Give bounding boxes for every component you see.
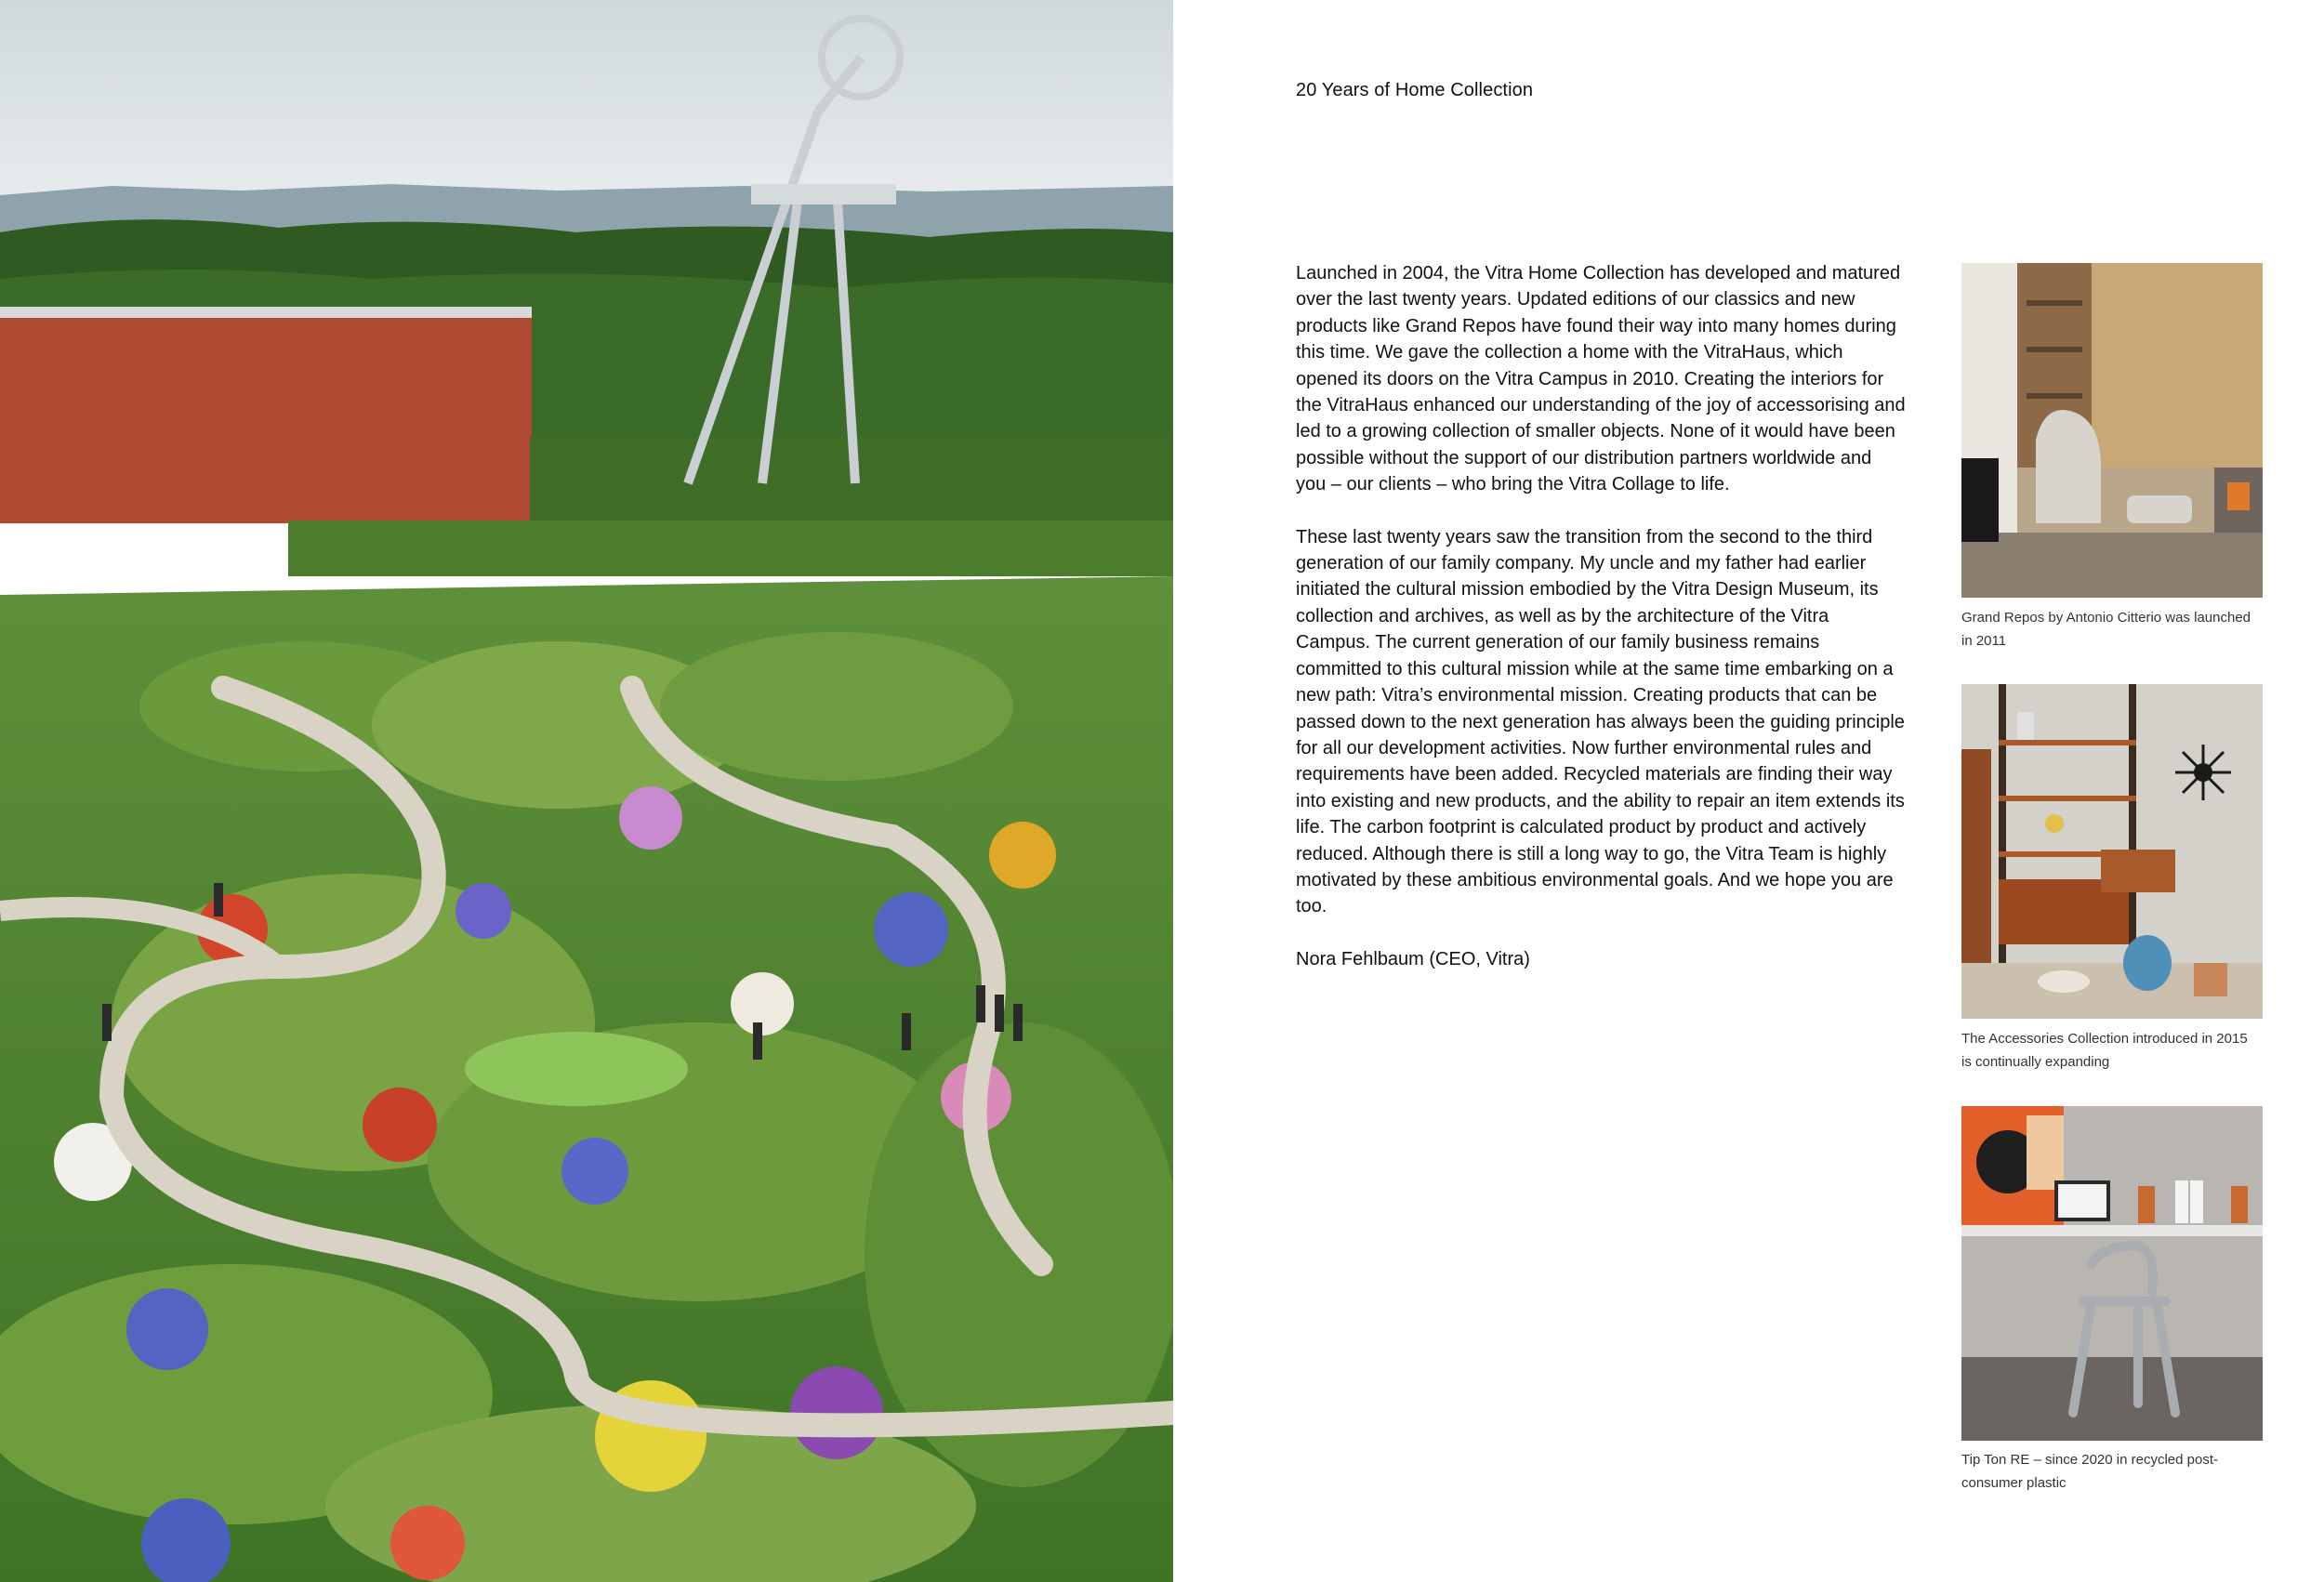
figure-caption: The Accessories Collection introduced in 2015 is continually expanding xyxy=(1961,1031,2248,1070)
figure-tip-ton-photo xyxy=(1961,1106,2263,1441)
figure-caption: Grand Repos by Antonio Citterio was launched in 2011 xyxy=(1961,610,2251,649)
running-title: 20 Years of Home Collection xyxy=(1296,80,1534,100)
article-paragraph: Launched in 2004, the Vitra Home Collection has developed and matured over the last twenty years. Updated editions of our classics and new products like Grand Repos have found their way into many homes during this time. We gave the collection a home with the VitraHaus, which opened its doors on the Vitra Campus in 2010. Creating the interiors for the VitraHaus enhanced our understanding of the joy of accessorising and led to a growing collection of smaller objects. None of it would have been possible without the support of our distribution partners worldwide and you – our clients – who bring the Vitra Collage to life. xyxy=(1296,263,1906,495)
figure-grand-repos-photo xyxy=(1961,263,2263,598)
article-signature: Nora Fehlbaum (CEO, Vitra) xyxy=(1296,948,1530,969)
article-body xyxy=(1296,260,1906,998)
brick-building xyxy=(0,314,532,523)
figure-accessories-photo xyxy=(1961,684,2263,1019)
figure-caption: Tip Ton RE – since 2020 in recycled post-consumer plastic xyxy=(1961,1452,2218,1491)
sky xyxy=(0,0,1173,204)
article-paragraph: These last twenty years saw the transition from the second to the third generation of our family company. My uncle and my father had earlier initiated the cultural mission embodied by the Vitra Design Museum, its collection and archives, as well as by the architecture of the Vitra Campus. The current generation of our family business remains committed to this cultural mission while at the same time embarking on a new path: Vitra’s environmental mission. Creating products that can be passed down to the next generation has always been the guiding principle for all our development activities. Now further environmental rules and requirements have been added. Recycled materials are finding their way into existing and new products, and the ability to repair an item extends its life. The carbon footprint is calculated product by product and actively reduced. Although there is still a long way to go, the Vitra Team is highly motivated by these ambitious environmental goals. And we hope you are too. xyxy=(1296,526,1905,917)
